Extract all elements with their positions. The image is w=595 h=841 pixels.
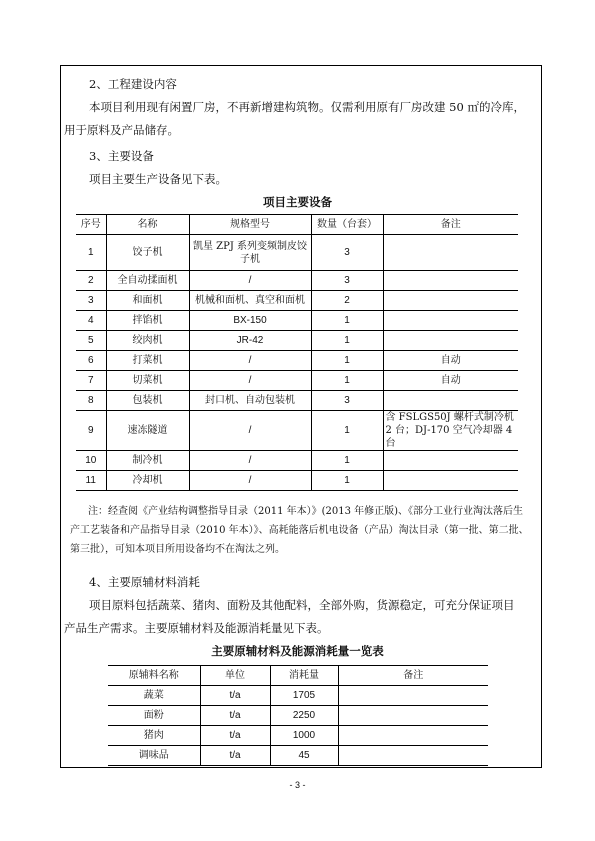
header-spec: 规格型号	[189, 215, 311, 235]
section4-paragraph-line2: 产品生产需求。主要原辅材料及能源消耗量见下表。	[64, 621, 329, 635]
equipment-table-caption: 项目主要设备	[263, 195, 332, 209]
table-header-row	[108, 666, 488, 686]
cell-note	[383, 235, 518, 271]
cell-unit: t/a	[200, 686, 270, 706]
cell-spec: 机械和面机、真空和面机	[189, 291, 311, 311]
cell-spec: 凯星 ZPJ 系列变频制皮饺子机	[189, 235, 311, 271]
cell-name: 切菜机	[106, 371, 189, 391]
header-note: 备注	[338, 666, 488, 686]
cell-no: 2	[76, 271, 106, 291]
cell-qty: 2	[311, 291, 383, 311]
cell-note	[383, 271, 518, 291]
cell-note	[383, 471, 518, 491]
cell-no: 8	[76, 391, 106, 411]
cell-material-name: 猪肉	[108, 726, 200, 746]
cell-no: 3	[76, 291, 106, 311]
cell-qty: 1	[311, 351, 383, 371]
table-header-row	[76, 215, 518, 235]
cell-qty: 1	[311, 471, 383, 491]
table-row	[108, 726, 488, 746]
table-row	[76, 235, 518, 271]
cell-qty: 3	[311, 391, 383, 411]
cell-no: 10	[76, 451, 106, 471]
table-row	[76, 451, 518, 471]
table-row	[108, 706, 488, 726]
cell-no: 1	[76, 235, 106, 271]
cell-no: 7	[76, 371, 106, 391]
cell-material-name: 蔬菜	[108, 686, 200, 706]
cell-note	[383, 391, 518, 411]
header-amount: 消耗量	[270, 666, 338, 686]
cell-name: 制冷机	[106, 451, 189, 471]
cell-note	[338, 726, 488, 746]
section2-heading: 2、工程建设内容	[89, 77, 177, 91]
header-material-name: 原辅料名称	[108, 666, 200, 686]
cell-no: 4	[76, 311, 106, 331]
equipment-note	[70, 502, 534, 559]
note-line2: 产工艺装备和产品指导目录（2010 年本）》、高耗能落后机电设备（产品）淘汰目录（第一批、第二批、	[70, 525, 529, 536]
section4-paragraph-line1: 项目原料包括蔬菜、猪肉、面粉及其他配料，全部外购，货源稳定，可充分保证项目	[89, 598, 515, 612]
cell-spec: JR-42	[189, 331, 311, 351]
cell-spec: /	[189, 351, 311, 371]
cell-note	[383, 451, 518, 471]
cell-note	[383, 331, 518, 351]
table-row	[108, 686, 488, 706]
cell-note	[338, 686, 488, 706]
note-line3: 第三批），可知本项目所用设备均不在淘汰之列。	[70, 544, 285, 555]
cell-spec: BX-150	[189, 311, 311, 331]
cell-note	[338, 706, 488, 726]
cell-qty: 1	[311, 451, 383, 471]
materials-table-caption: 主要原辅材料及能源消耗量一览表	[211, 644, 384, 658]
cell-amount: 45	[270, 746, 338, 766]
cell-name: 饺子机	[106, 235, 189, 271]
cell-spec: /	[189, 411, 311, 451]
header-unit: 单位	[200, 666, 270, 686]
cell-qty: 3	[311, 235, 383, 271]
cell-note	[383, 291, 518, 311]
table-row	[76, 311, 518, 331]
cell-no: 5	[76, 331, 106, 351]
table-row	[76, 471, 518, 491]
table-row	[76, 291, 518, 311]
materials-table	[108, 665, 488, 766]
section3-heading: 3、主要设备	[89, 149, 154, 163]
cell-amount: 2250	[270, 706, 338, 726]
page-number: - 3 -	[289, 780, 306, 790]
cell-material-name: 面粉	[108, 706, 200, 726]
header-name: 名称	[106, 215, 189, 235]
table-row	[76, 391, 518, 411]
table-row	[76, 351, 518, 371]
header-note: 备注	[383, 215, 518, 235]
cell-amount: 1000	[270, 726, 338, 746]
table-row	[76, 331, 518, 351]
cell-name: 绞肉机	[106, 331, 189, 351]
cell-spec: /	[189, 271, 311, 291]
cell-unit: t/a	[200, 746, 270, 766]
cell-no: 9	[76, 411, 106, 451]
cell-note: 含 FSLGS50J 螺杆式制冷机 2 台；DJ-170 空气冷却器 4 台	[383, 411, 518, 451]
cell-spec: /	[189, 371, 311, 391]
cell-note: 自动	[383, 351, 518, 371]
header-qty: 数量（台套）	[311, 215, 383, 235]
section3-intro: 项目主要生产设备见下表。	[89, 172, 227, 186]
cell-amount: 1705	[270, 686, 338, 706]
cell-note	[383, 311, 518, 331]
equipment-table	[76, 214, 518, 491]
cell-qty: 1	[311, 411, 383, 451]
cell-no: 6	[76, 351, 106, 371]
cell-name: 包装机	[106, 391, 189, 411]
section2-paragraph-line2: 用于原料及产品储存。	[64, 123, 179, 137]
table-row	[76, 371, 518, 391]
cell-name: 冷却机	[106, 471, 189, 491]
cell-unit: t/a	[200, 726, 270, 746]
section2-paragraph-line1: 本项目利用现有闲置厂房，不再新增建构筑物。仅需利用原有厂房改建 50 ㎡的冷库，	[89, 100, 525, 114]
table-row	[76, 271, 518, 291]
cell-name: 和面机	[106, 291, 189, 311]
section4-heading: 4、主要原辅材料消耗	[89, 575, 200, 589]
cell-qty: 1	[311, 371, 383, 391]
cell-spec: 封口机、自动包装机	[189, 391, 311, 411]
cell-material-name: 调味品	[108, 746, 200, 766]
table-row	[76, 411, 518, 451]
cell-spec: /	[189, 471, 311, 491]
note-line1: 注：经查阅《产业结构调整指导目录（2011 年本）》(2013 年修正版)、《部分工业行业淘汰落后生	[88, 506, 524, 517]
cell-spec: /	[189, 451, 311, 471]
cell-unit: t/a	[200, 706, 270, 726]
cell-name: 拌馅机	[106, 311, 189, 331]
cell-no: 11	[76, 471, 106, 491]
cell-qty: 1	[311, 311, 383, 331]
cell-qty: 1	[311, 331, 383, 351]
cell-name: 全自动揉面机	[106, 271, 189, 291]
cell-name: 速冻隧道	[106, 411, 189, 451]
cell-qty: 3	[311, 271, 383, 291]
cell-note: 自动	[383, 371, 518, 391]
header-no: 序号	[76, 215, 106, 235]
cell-name: 打菜机	[106, 351, 189, 371]
cell-note	[338, 746, 488, 766]
table-row	[108, 746, 488, 766]
